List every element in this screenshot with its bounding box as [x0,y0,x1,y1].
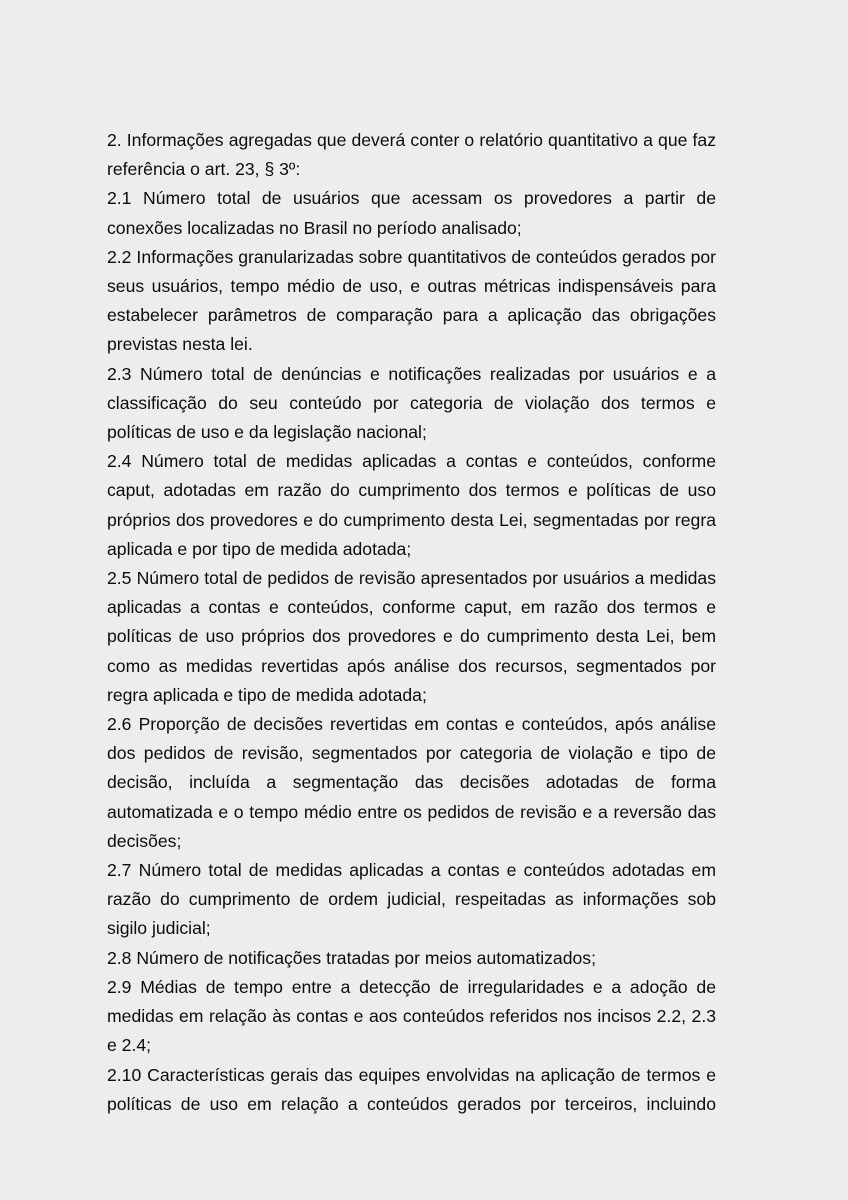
item-2-7: 2.7 Número total de medidas aplicadas a contas e conteúdos adotadas em razão do cumprimento de ordem judicial, respeitadas as informações sob sigilo judicial; [107,860,716,939]
item-2-2: 2.2 Informações granularizadas sobre quantitativos de conteúdos gerados por seus usuários, tempo médio de uso, e outras métricas indispensáveis para estabelecer parâmetros de comparação para a aplicação das obrigações previstas nesta lei. [107,246,716,355]
item-2-3: 2.3 Número total de denúncias e notificações realizadas por usuários e a classificação do seu conteúdo por categoria de violação dos termos e políticas de uso e da legislação nacional; [107,363,716,443]
item-2-5: 2.5 Número total de pedidos de revisão apresentados por usuários a medidas aplicadas a contas e conteúdos, conforme caput, em razão dos termos e políticas de uso próprios dos provedores e do cumprimento desta Lei, bem como as medidas revertidas após análise dos recursos, segmentados por regra aplicada e tipo de medida adotada; [107,568,716,705]
section-2-intro: 2. Informações agregadas que deverá conter o relatório quantitativo a que faz referência o art. 23, § 3º: [107,130,716,180]
item-2-6: 2.6 Proporção de decisões revertidas em contas e conteúdos, após análise dos pedidos de revisão, segmentados por categoria de violação e tipo de decisão, incluída a segmentação das decisões adotadas de forma automatizada e o tempo médio entre os pedidos de revisão e a reversão das decisões; [107,714,716,851]
item-2-10: 2.10 Características gerais das equipes envolvidas na aplicação de termos e políticas de uso em relação a conteúdos gerados por terceiros, incluindo [107,1064,716,1114]
item-2-8: 2.8 Número de notificações tratadas por meios automatizados; [107,947,596,968]
item-2-4: 2.4 Número total de medidas aplicadas a contas e conteúdos, conforme caput, adotadas em razão do cumprimento dos termos e políticas de uso próprios dos provedores e do cumprimento desta Lei, segmentadas por regra aplicada e por tipo de medida adotada; [107,451,716,559]
item-2-1: 2.1 Número total de usuários que acessam os provedores a partir de conexões localizadas no Brasil no período analisado; [107,188,716,238]
item-2-9: 2.9 Médias de tempo entre a detecção de irregularidades e a adoção de medidas em relação às contas e aos conteúdos referidos nos incisos 2.2, 2.3 e 2.4; [107,976,716,1056]
document-body [107,126,716,1119]
